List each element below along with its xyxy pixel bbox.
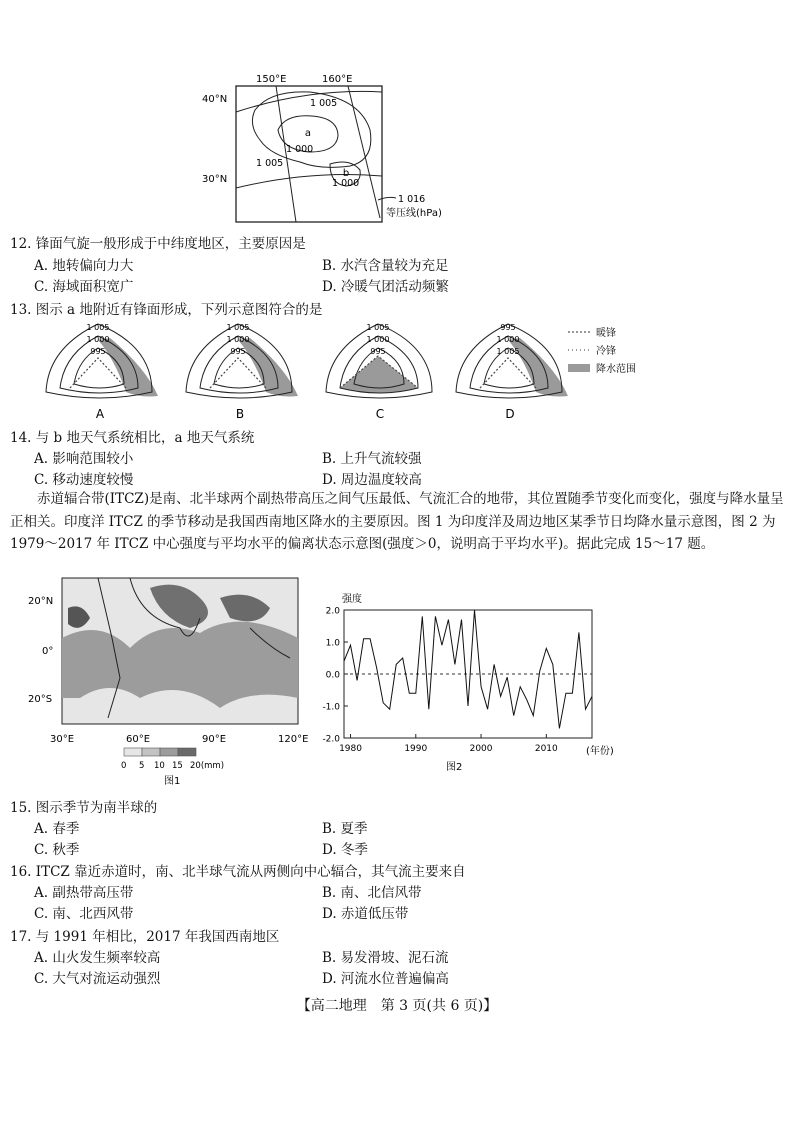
y-tick-label: 2.0 <box>325 606 340 617</box>
legend-label: 等压线(hPa) <box>386 208 442 219</box>
legend-cold-front: 冷锋 <box>596 346 616 357</box>
isobar-label: 995 <box>500 323 516 332</box>
y-tick-label: -2.0 <box>322 734 340 745</box>
q17-option-b: B. 易发滑坡、泥石流 <box>322 950 449 966</box>
q17-option-c: C. 大气对流运动强烈 <box>34 971 161 987</box>
isobar-label: 1 000 <box>226 335 250 344</box>
x-tick-label: 1980 <box>339 744 362 754</box>
question-16-stem: 16. ITCZ 靠近赤道时，南、北半球气流从两侧向中心辐合，其气流主要来自 <box>10 864 466 880</box>
chart-xlabel: (年份) <box>586 746 614 757</box>
q15-option-b: B. 夏季 <box>322 821 368 837</box>
lon-label: 120°E <box>278 734 309 745</box>
isobar-label: 1 000 <box>86 335 110 344</box>
q17-option-a: A. 山火发生频率较高 <box>34 950 161 966</box>
question-12-stem: 12. 锋面气旋一般形成于中纬度地区，主要原因是 <box>10 236 306 252</box>
isobar-label: 1 005 <box>310 98 338 109</box>
x-tick-label: 1990 <box>404 744 428 754</box>
isobar-label: 1 000 <box>366 335 390 344</box>
front-diagrams <box>40 318 640 426</box>
isobar-label: 1 005 <box>86 323 110 332</box>
series-line <box>344 610 592 728</box>
scale-label: 20(mm) <box>190 761 225 771</box>
point-b-label: b <box>342 168 350 179</box>
q12-option-b: B. 水汽含量较为充足 <box>322 258 449 274</box>
q16-option-c: C. 南、北西风带 <box>34 906 134 922</box>
isobar-label: 1 005 <box>226 323 250 332</box>
q15-option-d: D. 冬季 <box>322 842 368 858</box>
scale-label: 0 <box>121 761 127 771</box>
figure-2-chart <box>310 588 614 776</box>
figure-1-caption: 图1 <box>164 776 181 787</box>
lon-label: 90°E <box>202 734 227 745</box>
q12-option-a: A. 地转偏向力大 <box>34 258 134 274</box>
chart-ylabel: 强度 <box>342 594 362 605</box>
lon-label: 150°E <box>256 74 287 85</box>
y-tick-label: 0.0 <box>325 670 340 681</box>
isobar-label: 995 <box>90 347 106 356</box>
x-tick-label: 2010 <box>534 744 558 754</box>
q12-option-c: C. 海域面积宽广 <box>34 279 134 295</box>
y-tick-label: -1.0 <box>322 702 340 713</box>
question-17-stem: 17. 与 1991 年相比，2017 年我国西南地区 <box>10 929 280 945</box>
lon-label: 30°E <box>50 734 75 745</box>
isobar-label: 1 000 <box>286 144 314 155</box>
lat-label: 40°N <box>202 94 228 105</box>
legend-warm-front: 暖锋 <box>596 328 616 339</box>
lon-label: 160°E <box>322 74 353 85</box>
page-footer: 【高二地理 第 3 页(共 6 页)】 <box>296 998 498 1014</box>
scale-label: 5 <box>139 761 145 771</box>
lat-label: 20°S <box>28 694 53 705</box>
isobar-label: 1 005 <box>366 323 390 332</box>
isobar-label: 995 <box>370 347 386 356</box>
isobar-label: 1 000 <box>332 178 360 189</box>
diagram-label-d: D <box>505 407 515 421</box>
lat-label: 20°N <box>28 596 54 607</box>
x-tick-label: 2000 <box>469 744 493 754</box>
q17-option-d: D. 河流水位普遍偏高 <box>322 971 449 987</box>
diagram-label-b: B <box>235 407 245 421</box>
lon-label: 60°E <box>126 734 151 745</box>
question-13-stem: 13. 图示 a 地附近有锋面形成，下列示意图符合的是 <box>10 302 323 318</box>
scale-label: 10 <box>154 761 165 771</box>
q16-option-b: B. 南、北信风带 <box>322 885 422 901</box>
isobar-label: 995 <box>230 347 246 356</box>
point-a-label: a <box>304 128 312 139</box>
legend-precip: 降水范围 <box>596 364 636 375</box>
diagram-label-a: A <box>95 407 105 421</box>
scale-label: 15 <box>172 761 183 771</box>
isobar-label: 1 005 <box>496 347 520 356</box>
q14-option-a: A. 影响范围较小 <box>34 451 134 467</box>
q14-option-d: D. 周边温度较高 <box>322 472 422 488</box>
q15-option-c: C. 秋季 <box>34 842 80 858</box>
figure-1-map <box>20 578 310 788</box>
q14-option-b: B. 上升气流较强 <box>322 451 422 467</box>
q16-option-a: A. 副热带高压带 <box>34 885 134 901</box>
isobar-label: 1 005 <box>256 158 284 169</box>
isobar-map <box>200 70 460 230</box>
isobar-label: 1 016 <box>398 194 426 205</box>
q16-option-d: D. 赤道低压带 <box>322 906 409 922</box>
question-14-stem: 14. 与 b 地天气系统相比，a 地天气系统 <box>10 430 255 446</box>
y-tick-label: 1.0 <box>325 638 340 649</box>
q12-option-d: D. 冷暖气团活动频繁 <box>322 279 449 295</box>
figure-2-caption: 图2 <box>446 762 463 773</box>
question-15-stem: 15. 图示季节为南半球的 <box>10 800 158 816</box>
diagram-label-c: C <box>375 407 385 421</box>
lat-label: 0° <box>42 646 54 657</box>
q15-option-a: A. 春季 <box>34 821 80 837</box>
q14-option-c: C. 移动速度较慢 <box>34 472 134 488</box>
passage-text: 赤道辐合带(ITCZ)是南、北半球两个副热带高压之间气压最低、气流汇合的地带，其位置随季节变化而变化，强度与降水量呈正相关。印度洋 ITCZ 的季节移动是我国西南地区降水的主要原因。图 1 为印度洋及周边地区某季节日均降水量示意图，图 2 为 1979～2017 年 ITCZ 中心强度与平均水平的偏离状态示意图(强度＞0，说明高于平均水平)。据此完成 15～17 题。 <box>10 491 784 552</box>
isobar-label: 1 000 <box>496 335 520 344</box>
lat-label: 30°N <box>202 174 228 185</box>
